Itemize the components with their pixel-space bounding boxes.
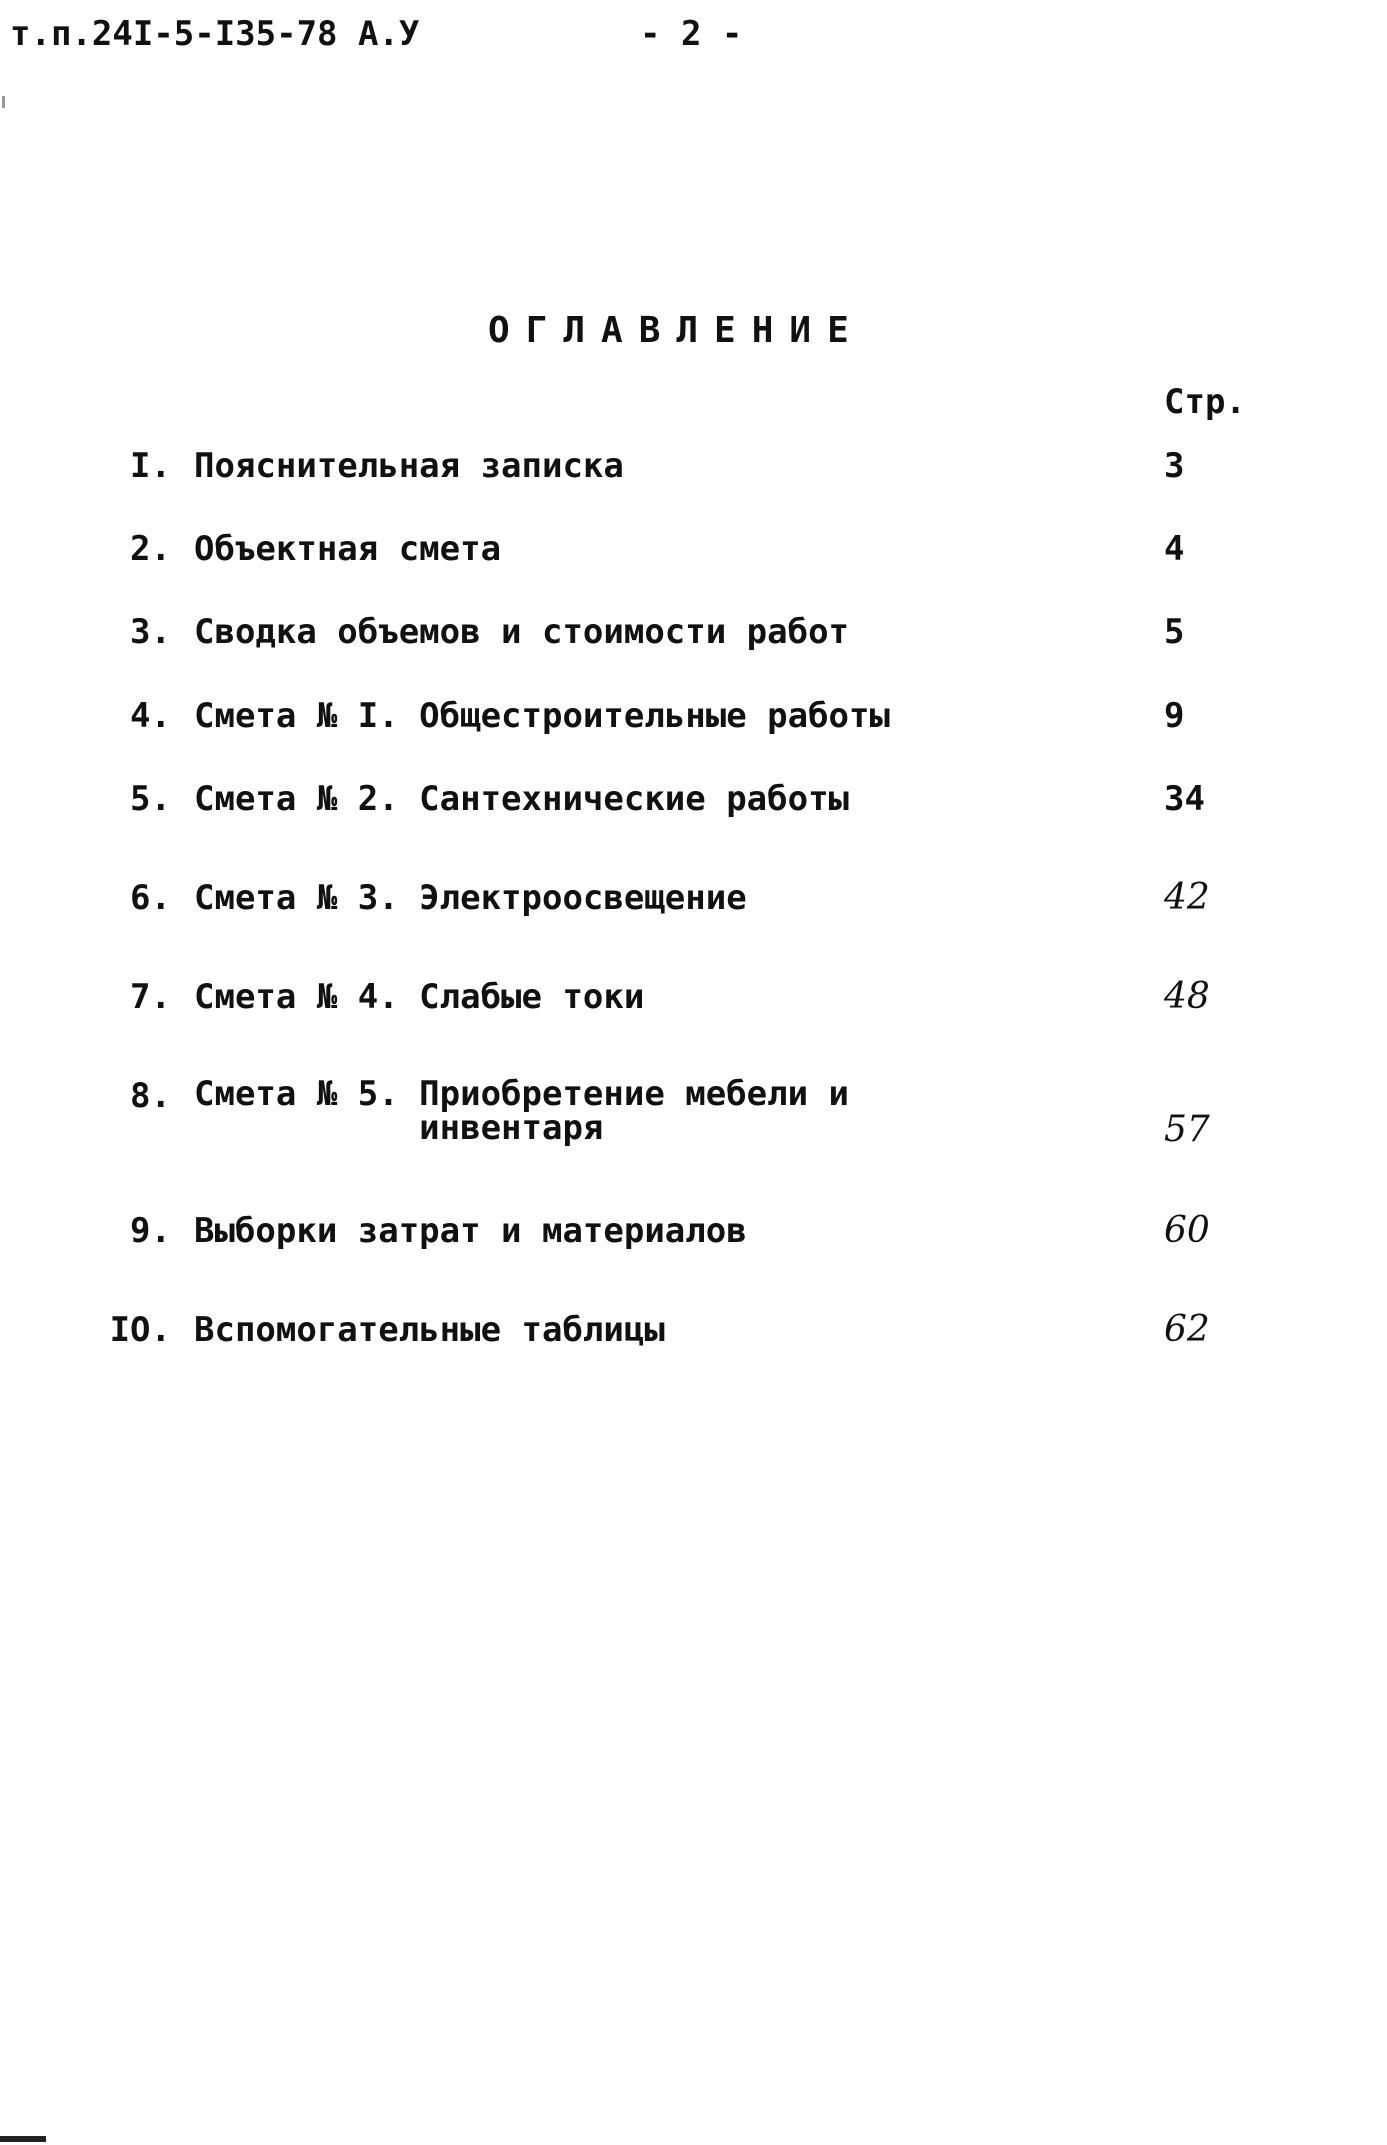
toc-item-title: Сводка объемов и стоимости работ (194, 612, 850, 652)
toc-item-page: 9 (1164, 696, 1185, 736)
toc-item-number: IO. (109, 1310, 171, 1350)
toc-item-title: Вспомогательные таблицы (194, 1310, 665, 1350)
toc-item-title: Смета № 4. Слабые токи (194, 977, 645, 1017)
toc-item-page: 48 (1164, 976, 1210, 1017)
toc-item-title: Смета № I. Общестроительные работы (194, 696, 890, 736)
toc-item-title: Смета № 3. Электроосвещение (194, 878, 747, 918)
toc-item-page: 4 (1164, 529, 1185, 569)
toc-item-number: 7. (130, 977, 171, 1017)
toc-item-number: 5. (130, 779, 171, 819)
toc-item-page: 3 (1164, 446, 1185, 486)
scan-mark (0, 2136, 46, 2142)
toc-item-page: 57 (1164, 1109, 1210, 1150)
toc-item-title: Объектная смета (194, 529, 502, 569)
document-code: т.п.24I-5-I35-78 А.У (10, 14, 420, 54)
page-number: - 2 - (640, 14, 743, 54)
toc-item-page: 60 (1164, 1210, 1210, 1251)
toc-item-number: I. (130, 446, 171, 486)
toc-item-page: 62 (1164, 1309, 1210, 1350)
page-title: ОГЛАВЛЕНИЕ (488, 310, 865, 351)
scan-mark (2, 96, 5, 108)
toc-item-page: 42 (1164, 877, 1210, 918)
toc-item-number: 9. (130, 1211, 171, 1251)
toc-item-title: Смета № 2. Сантехнические работы (194, 779, 850, 819)
toc-item-number: 8. (130, 1076, 171, 1116)
toc-item-title: Пояснительная записка (194, 446, 624, 486)
toc-item-title: Выборки затрат и материалов (194, 1211, 747, 1251)
toc-item-number: 3. (130, 612, 171, 652)
toc-item-number: 6. (130, 878, 171, 918)
toc-item-number: 4. (130, 696, 171, 736)
toc-item-number: 2. (130, 529, 171, 569)
page-column-label: Стр. (1164, 382, 1246, 422)
toc-item-page: 5 (1164, 612, 1185, 652)
toc-item-page: 34 (1164, 779, 1205, 819)
toc-item-title: Смета № 5. Приобретение мебели и инвентаря (194, 1074, 850, 1148)
